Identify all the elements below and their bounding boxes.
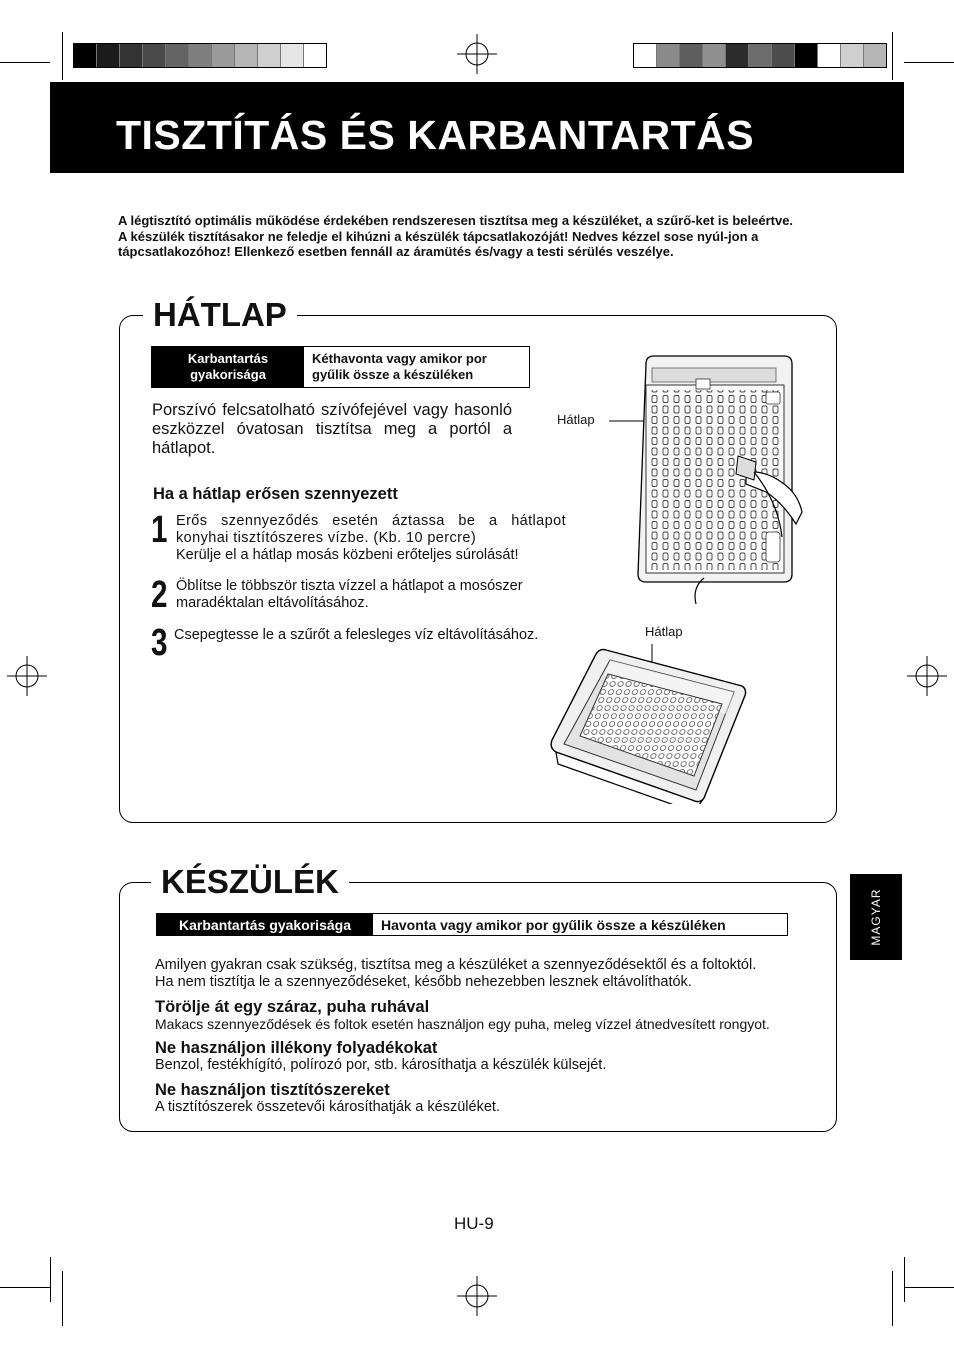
- image-label-hatlap-1: Hátlap: [557, 412, 595, 427]
- step-2-line-1: Öblítse le többször tiszta vízzel a hátlapot a mosószer maradéktalan eltávolításához.: [176, 578, 523, 611]
- page-title: TISZTÍTÁS ÉS KARBANTARTÁS: [116, 112, 755, 158]
- keszulek-heading: KÉSZÜLÉK: [151, 863, 349, 901]
- registration-mark-left: [7, 656, 47, 696]
- step-text-3: [174, 627, 574, 644]
- keszulek-frequency-label: Karbantartás gyakorisága: [157, 914, 373, 935]
- intro-warning: [118, 213, 842, 260]
- keszulek-item-1-title: Törölje át egy száraz, puha ruhával: [155, 998, 430, 1016]
- left-swatch-11: [304, 44, 326, 67]
- right-swatch-9: [818, 44, 841, 67]
- right-swatch-7: [772, 44, 795, 67]
- registration-mark-right: [907, 656, 947, 696]
- left-swatch-8: [235, 44, 258, 67]
- right-swatch-1: [634, 44, 657, 67]
- left-swatch-4: [143, 44, 166, 67]
- keszulek-item-3: [155, 1081, 815, 1116]
- left-swatch-6: [189, 44, 212, 67]
- title-banner: [50, 82, 904, 173]
- left-swatch-9: [258, 44, 281, 67]
- left-swatch-5: [166, 44, 189, 67]
- keszulek-para-2: Ha nem tisztítja le a szennyeződéseket, később nehezebben lesznek eltávolíthatók.: [155, 974, 692, 990]
- step-3-line-1: Csepegtesse le a szűrőt a felesleges víz eltávolításához.: [174, 627, 539, 643]
- right-swatch-6: [749, 44, 772, 67]
- page-number: HU-9: [454, 1214, 494, 1233]
- keszulek-item-3-title: Ne használjon tisztítószereket: [155, 1081, 390, 1099]
- right-swatch-8: [795, 44, 818, 67]
- right-swatch-11: [864, 44, 886, 67]
- right-swatch-2: [657, 44, 680, 67]
- image-label-hatlap-2: Hátlap: [645, 624, 683, 639]
- registration-mark-top: [457, 34, 497, 74]
- right-swatch-5: [726, 44, 749, 67]
- step-text-1: [176, 513, 566, 564]
- color-bar-left: [73, 43, 327, 68]
- step-text-2: [176, 578, 566, 612]
- right-swatch-3: [680, 44, 703, 67]
- step-number-3: 3: [151, 622, 168, 664]
- left-swatch-2: [97, 44, 120, 67]
- keszulek-item-3-desc: A tisztítószerek összetevői károsíthatják a készüléket.: [155, 1099, 500, 1115]
- hatlap-heading: HÁTLAP: [143, 296, 297, 334]
- step-number-2: 2: [151, 574, 168, 616]
- hatlap-subheading: Ha a hátlap erősen szennyezett: [153, 485, 398, 503]
- keszulek-frequency-value: Havonta vagy amikor por gyűlik össze a készüléken: [373, 914, 787, 935]
- registration-mark-bottom: [457, 1276, 497, 1316]
- keszulek-frequency-box: [156, 913, 788, 936]
- hatlap-frequency-value: Kéthavonta vagy amikor por gyűlik össze a készüléken: [304, 347, 529, 387]
- keszulek-item-1-desc: Makacs szennyeződések és foltok esetén használjon egy puha, meleg vízzel átnedvesített rongyot.: [155, 1016, 770, 1032]
- left-swatch-1: [74, 44, 97, 67]
- hatlap-frequency-label: Karbantartás gyakorisága: [152, 347, 304, 387]
- purifier-back-illustration: [606, 352, 806, 604]
- keszulek-item-1: [155, 998, 815, 1033]
- hatlap-description: Porszívó felcsatolható szívófejével vagy hasonló eszközzel óvatosan tisztítsa meg a portól a hátlapot.: [152, 401, 512, 457]
- left-swatch-10: [281, 44, 304, 67]
- left-swatch-7: [212, 44, 235, 67]
- hatlap-frequency-box: [151, 346, 530, 388]
- keszulek-item-2: [155, 1039, 815, 1074]
- step-1-line-2: Kerülje el a hátlap mosás közbeni erőteljes súrolását!: [176, 547, 519, 563]
- keszulek-para-1: Amilyen gyakran csak szükség, tisztítsa meg a készüléket a szennyeződésektől és a foltoktól.: [155, 957, 757, 973]
- color-bar-right: [633, 43, 887, 68]
- keszulek-item-2-title: Ne használjon illékony folyadékokat: [155, 1039, 438, 1057]
- step-number-1: 1: [151, 509, 168, 551]
- right-swatch-10: [841, 44, 864, 67]
- language-tab: [850, 874, 902, 960]
- left-swatch-3: [120, 44, 143, 67]
- right-swatch-4: [703, 44, 726, 67]
- step-1-line-1: Erős szennyeződés esetén áztassa be a hátlapot konyhai tisztítószeres vízbe. (Kb. 10 percre): [176, 513, 566, 546]
- language-tab-label: MAGYAR: [869, 888, 883, 946]
- soaking-basin-illustration: [546, 640, 748, 804]
- intro-line-1: A légtisztító optimális működése érdekében rendszeresen tisztítsa meg a készüléket, a szűrő-ket is beleértve.: [118, 213, 794, 228]
- keszulek-intro: [155, 957, 815, 991]
- keszulek-item-2-desc: Benzol, festékhígító, polírozó por, stb. károsíthatja a készülék külsejét.: [155, 1057, 607, 1073]
- intro-line-2: A készülék tisztításakor ne feledje el kihúzni a készülék tápcsatlakozóját! Nedves kézzel sose nyúl-jon a tápcsatlakozóhoz! Ellenkező esetben fennáll az áramütés és/vagy a testi sérülés veszélye.: [118, 228, 759, 259]
